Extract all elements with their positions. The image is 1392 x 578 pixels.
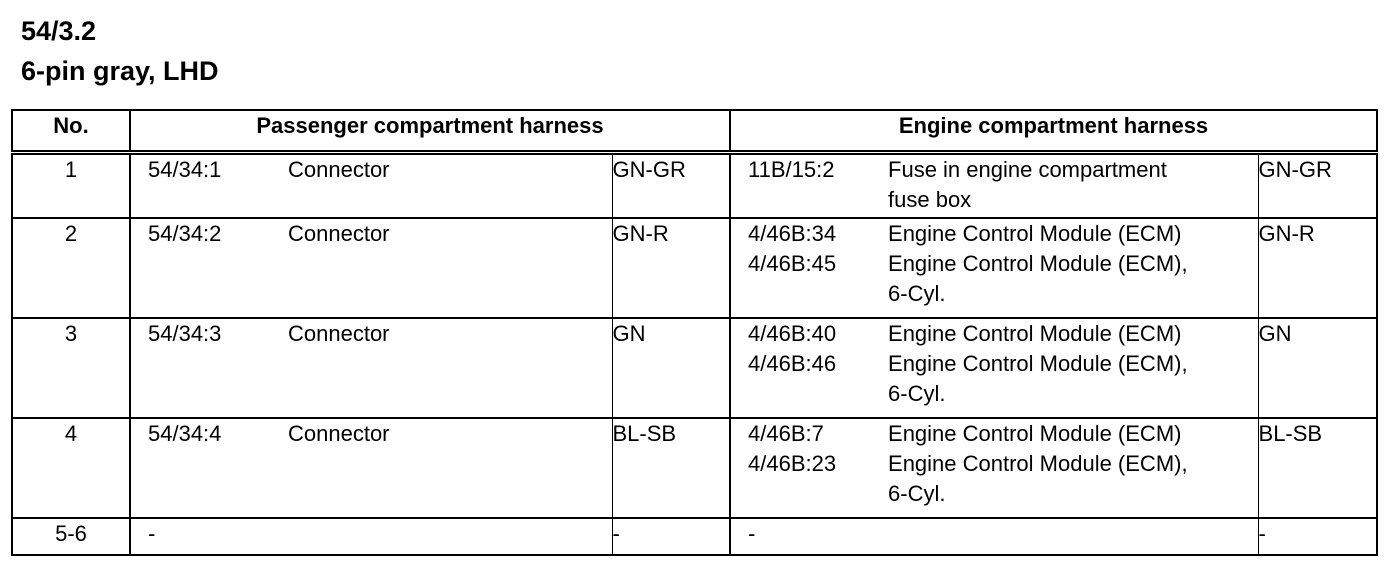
engine-entry [731, 219, 1258, 249]
pin-number: 4 [12, 418, 130, 518]
engine-wire-color: BL-SB [1258, 418, 1377, 518]
table-row [12, 153, 1377, 218]
engine-destination-line: Engine Control Module (ECM) [888, 220, 1182, 246]
engine-pin-ref: 4/46B:7 [748, 420, 824, 446]
table-row [12, 518, 1377, 555]
passenger-destination: Connector [288, 157, 390, 182]
engine-pin-ref: 11B/15:2 [748, 157, 835, 182]
engine-destination-line: 6-Cyl. [888, 280, 946, 306]
passenger-cell [130, 518, 612, 555]
engine-wire-color: GN [1258, 318, 1377, 418]
engine-entry [731, 449, 1258, 509]
table-row [12, 218, 1377, 318]
engine-destination-line: Engine Control Module (ECM), [888, 250, 1188, 276]
engine-cell [730, 318, 1258, 418]
passenger-wire-color: GN-R [612, 218, 730, 318]
table-row [12, 318, 1377, 418]
engine-destination-line: Engine Control Module (ECM), [888, 350, 1188, 376]
passenger-pin-ref: 54/34:2 [148, 220, 222, 246]
passenger-cell [130, 153, 612, 218]
engine-pin-ref: 4/46B:45 [748, 250, 837, 276]
pin-number: 1 [12, 153, 130, 218]
engine-cell [730, 518, 1258, 555]
passenger-cell [130, 418, 612, 518]
header-no: No. [12, 110, 130, 153]
engine-pin-ref: 4/46B:23 [748, 450, 837, 476]
engine-pin-ref: 4/46B:34 [748, 220, 837, 246]
passenger-destination: Connector [288, 220, 390, 246]
engine-pin-ref: 4/46B:40 [748, 320, 837, 346]
engine-wire-color: GN-R [1258, 218, 1377, 318]
passenger-pin-ref: - [148, 520, 156, 546]
passenger-destination [288, 519, 612, 549]
passenger-cell [130, 318, 612, 418]
pin-assignment-table [11, 109, 1378, 556]
passenger-destination: Connector [288, 320, 390, 346]
table-header-row [12, 110, 1377, 153]
engine-entry [731, 319, 1258, 349]
engine-destination-line: Engine Control Module (ECM) [888, 420, 1182, 446]
engine-cell [730, 418, 1258, 518]
engine-cell [730, 153, 1258, 218]
engine-entry [731, 349, 1258, 409]
passenger-pin-ref: 54/34:4 [148, 420, 222, 446]
header-engine-harness: Engine compartment harness [730, 110, 1377, 153]
engine-cell [730, 218, 1258, 318]
engine-entry [731, 419, 1258, 449]
engine-destination-line: Engine Control Module (ECM), [888, 450, 1188, 476]
engine-destination-line: 6-Cyl. [888, 380, 946, 406]
passenger-wire-color: GN-GR [612, 153, 730, 218]
connector-description-heading: 6-pin gray, LHD [21, 56, 219, 86]
pin-number: 3 [12, 318, 130, 418]
table-body [12, 153, 1377, 555]
pin-number: 5-6 [12, 518, 130, 555]
passenger-pin-ref: 54/34:1 [148, 157, 222, 182]
connector-id-heading: 54/3.2 [21, 16, 97, 46]
engine-entry [731, 155, 1258, 215]
engine-entry [731, 249, 1258, 309]
passenger-wire-color: - [612, 518, 730, 555]
engine-destination-line: Fuse in engine compartment [888, 157, 1167, 182]
engine-wire-color: - [1258, 518, 1377, 555]
passenger-cell [130, 218, 612, 318]
engine-wire-color: GN-GR [1258, 153, 1377, 218]
engine-pin-ref: - [748, 520, 756, 546]
engine-destination-line: Engine Control Module (ECM) [888, 320, 1182, 346]
passenger-pin-ref: 54/34:3 [148, 320, 222, 346]
table-row [12, 418, 1377, 518]
passenger-destination: Connector [288, 420, 390, 446]
engine-entry [731, 519, 1258, 549]
pin-number: 2 [12, 218, 130, 318]
passenger-wire-color: BL-SB [612, 418, 730, 518]
passenger-wire-color: GN [612, 318, 730, 418]
engine-pin-ref: 4/46B:46 [748, 350, 837, 376]
header-passenger-harness: Passenger compartment harness [130, 110, 730, 153]
engine-destination-line: 6-Cyl. [888, 480, 946, 506]
engine-destination-line: fuse box [888, 187, 972, 212]
